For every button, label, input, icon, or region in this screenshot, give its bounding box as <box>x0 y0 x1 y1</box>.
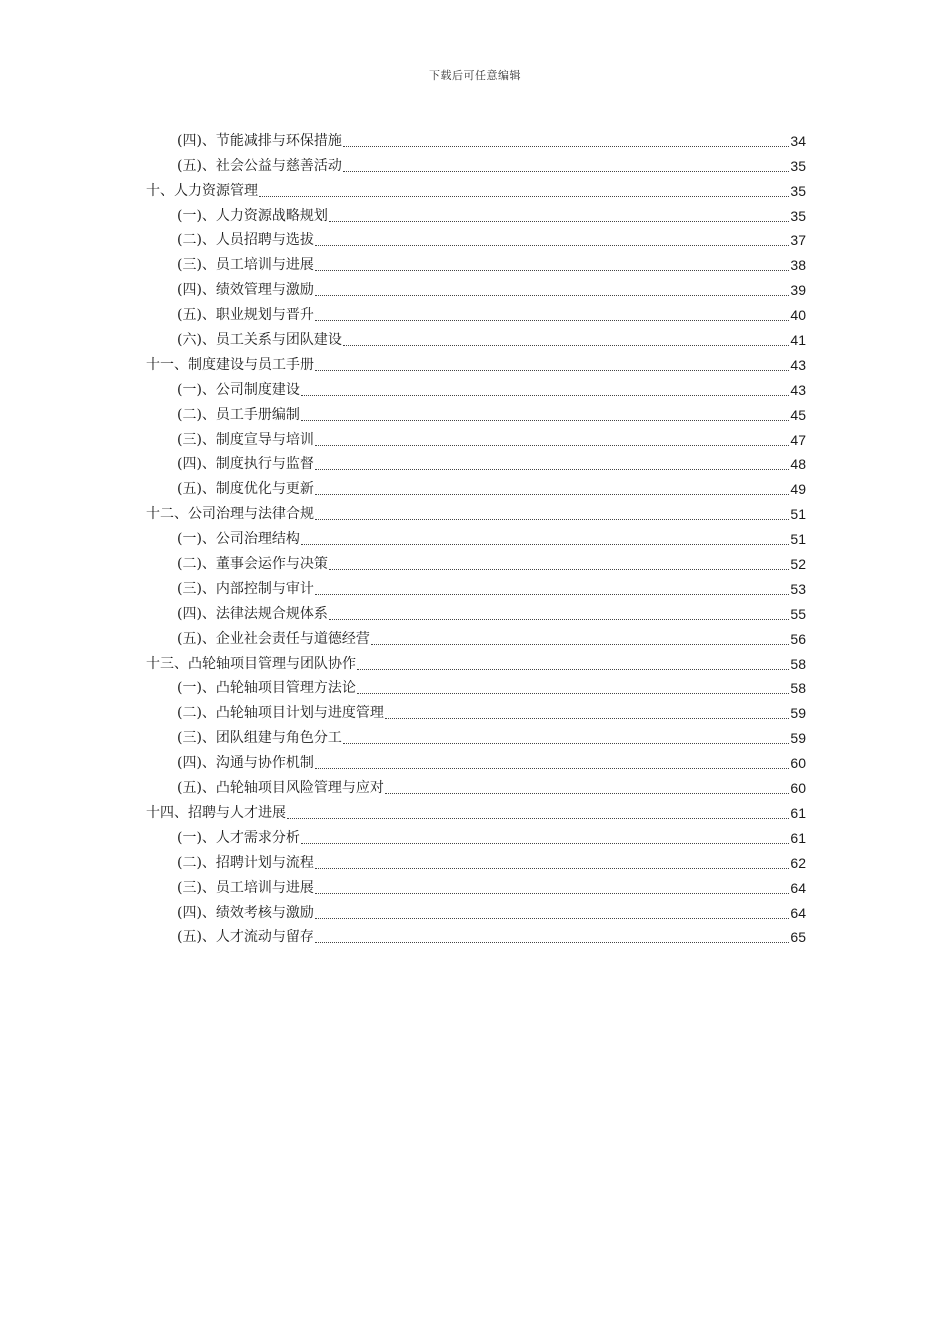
toc-chapter-entry[interactable] <box>146 498 806 523</box>
toc-dot-leader <box>315 469 789 470</box>
toc-entry-page-number: 43 <box>790 356 806 373</box>
toc-entry-title: (二)、董事会运作与决策 <box>177 556 328 573</box>
toc-chapter-entry[interactable] <box>146 349 806 374</box>
toc-dot-leader <box>301 544 789 545</box>
toc-dot-leader <box>385 718 789 719</box>
toc-entry-title: (五)、职业规划与晋升 <box>177 307 314 324</box>
toc-dot-leader <box>329 221 789 222</box>
toc-section-entry[interactable] <box>146 324 806 349</box>
toc-entry-title: (四)、法律法规合规体系 <box>177 605 328 622</box>
toc-entry-page-number: 62 <box>790 854 806 871</box>
toc-entry-page-number: 64 <box>790 904 806 921</box>
toc-entry-page-number: 38 <box>790 257 806 274</box>
toc-section-entry[interactable] <box>146 225 806 250</box>
toc-entry-page-number: 53 <box>790 580 806 597</box>
toc-dot-leader <box>343 171 789 172</box>
toc-entry-title: (二)、招聘计划与流程 <box>177 854 314 871</box>
table-of-contents <box>146 125 806 946</box>
toc-entry-title: (五)、人才流动与留存 <box>177 929 314 946</box>
toc-section-entry[interactable] <box>146 523 806 548</box>
toc-entry-page-number: 65 <box>790 929 806 946</box>
toc-dot-leader <box>315 270 789 271</box>
toc-section-entry[interactable] <box>146 249 806 274</box>
toc-dot-leader <box>315 893 789 894</box>
toc-section-entry[interactable] <box>146 374 806 399</box>
toc-entry-title: (四)、节能减排与环保措施 <box>177 132 342 149</box>
toc-dot-leader <box>315 918 789 919</box>
toc-entry-page-number: 55 <box>790 605 806 622</box>
toc-entry-title: 十一、制度建设与员工手册 <box>146 356 314 373</box>
toc-dot-leader <box>343 743 789 744</box>
toc-entry-page-number: 34 <box>790 132 806 149</box>
toc-entry-page-number: 56 <box>790 630 806 647</box>
toc-section-entry[interactable] <box>146 200 806 225</box>
toc-entry-page-number: 35 <box>790 157 806 174</box>
toc-entry-title: (三)、制度宣导与培训 <box>177 431 314 448</box>
toc-dot-leader <box>315 519 789 520</box>
toc-entry-page-number: 43 <box>790 381 806 398</box>
toc-entry-page-number: 41 <box>790 332 806 349</box>
toc-entry-page-number: 61 <box>790 829 806 846</box>
toc-entry-title: (三)、团队组建与角色分工 <box>177 730 342 747</box>
toc-entry-page-number: 37 <box>790 232 806 249</box>
toc-section-entry[interactable] <box>146 473 806 498</box>
toc-entry-title: (二)、人员招聘与选拔 <box>177 232 314 249</box>
toc-section-entry[interactable] <box>146 449 806 474</box>
toc-section-entry[interactable] <box>146 125 806 150</box>
toc-entry-page-number: 45 <box>790 406 806 423</box>
toc-dot-leader <box>343 345 789 346</box>
toc-dot-leader <box>329 619 789 620</box>
toc-entry-title: (一)、凸轮轴项目管理方法论 <box>177 680 356 697</box>
toc-entry-title: (一)、公司治理结构 <box>177 531 300 548</box>
toc-dot-leader <box>371 644 789 645</box>
toc-dot-leader <box>301 420 789 421</box>
toc-entry-page-number: 47 <box>790 431 806 448</box>
toc-entry-page-number: 49 <box>790 481 806 498</box>
toc-section-entry[interactable] <box>146 897 806 922</box>
toc-entry-title: (一)、人才需求分析 <box>177 829 300 846</box>
toc-entry-title: (四)、绩效考核与激励 <box>177 904 314 921</box>
toc-entry-page-number: 59 <box>790 705 806 722</box>
toc-section-entry[interactable] <box>146 747 806 772</box>
toc-entry-title: (五)、社会公益与慈善活动 <box>177 157 342 174</box>
toc-entry-title: 十四、招聘与人才进展 <box>146 804 286 821</box>
toc-entry-page-number: 61 <box>790 804 806 821</box>
page-header-note: 下载后可任意编辑 <box>429 69 521 82</box>
toc-entry-title: (五)、企业社会责任与道德经营 <box>177 630 370 647</box>
toc-dot-leader <box>315 942 789 943</box>
toc-section-entry[interactable] <box>146 822 806 847</box>
toc-entry-page-number: 52 <box>790 556 806 573</box>
toc-entry-page-number: 35 <box>790 182 806 199</box>
toc-dot-leader <box>315 494 789 495</box>
toc-dot-leader <box>357 693 789 694</box>
toc-dot-leader <box>315 245 789 246</box>
toc-entry-page-number: 35 <box>790 207 806 224</box>
toc-section-entry[interactable] <box>146 722 806 747</box>
toc-entry-page-number: 51 <box>790 531 806 548</box>
toc-entry-title: 十、人力资源管理 <box>146 182 258 199</box>
toc-section-entry[interactable] <box>146 573 806 598</box>
toc-entry-page-number: 60 <box>790 755 806 772</box>
toc-section-entry[interactable] <box>146 673 806 698</box>
toc-dot-leader <box>315 320 789 321</box>
toc-entry-title: (二)、凸轮轴项目计划与进度管理 <box>177 705 384 722</box>
toc-entry-page-number: 60 <box>790 780 806 797</box>
toc-section-entry[interactable] <box>146 872 806 897</box>
toc-dot-leader <box>329 569 789 570</box>
toc-dot-leader <box>385 793 789 794</box>
toc-dot-leader <box>315 594 789 595</box>
toc-section-entry[interactable] <box>146 772 806 797</box>
toc-section-entry[interactable] <box>146 424 806 449</box>
toc-entry-page-number: 48 <box>790 456 806 473</box>
toc-entry-title: (三)、内部控制与审计 <box>177 580 314 597</box>
toc-section-entry[interactable] <box>146 697 806 722</box>
toc-dot-leader <box>315 295 789 296</box>
toc-chapter-entry[interactable] <box>146 797 806 822</box>
toc-section-entry[interactable] <box>146 299 806 324</box>
toc-entry-title: (三)、员工培训与进展 <box>177 257 314 274</box>
toc-dot-leader <box>343 146 789 147</box>
toc-section-entry[interactable] <box>146 623 806 648</box>
toc-section-entry[interactable] <box>146 922 806 947</box>
toc-section-entry[interactable] <box>146 548 806 573</box>
toc-dot-leader <box>315 370 789 371</box>
toc-entry-title: (二)、员工手册编制 <box>177 406 300 423</box>
toc-section-entry[interactable] <box>146 847 806 872</box>
toc-entry-title: (六)、员工关系与团队建设 <box>177 332 342 349</box>
toc-entry-page-number: 40 <box>790 307 806 324</box>
toc-section-entry[interactable] <box>146 399 806 424</box>
toc-dot-leader <box>315 868 789 869</box>
toc-entry-title: (一)、公司制度建设 <box>177 381 300 398</box>
toc-entry-page-number: 58 <box>790 655 806 672</box>
toc-entry-page-number: 64 <box>790 879 806 896</box>
toc-entry-title: (三)、员工培训与进展 <box>177 879 314 896</box>
toc-section-entry[interactable] <box>146 150 806 175</box>
toc-entry-page-number: 59 <box>790 730 806 747</box>
toc-dot-leader <box>357 669 789 670</box>
toc-entry-page-number: 51 <box>790 506 806 523</box>
toc-section-entry[interactable] <box>146 598 806 623</box>
toc-dot-leader <box>259 196 789 197</box>
toc-dot-leader <box>301 843 789 844</box>
toc-chapter-entry[interactable] <box>146 648 806 673</box>
toc-chapter-entry[interactable] <box>146 175 806 200</box>
toc-entry-title: (四)、绩效管理与激励 <box>177 282 314 299</box>
toc-entry-title: (四)、沟通与协作机制 <box>177 755 314 772</box>
toc-entry-title: 十三、凸轮轴项目管理与团队协作 <box>146 655 356 672</box>
toc-entry-title: (五)、凸轮轴项目风险管理与应对 <box>177 780 384 797</box>
toc-entry-title: (四)、制度执行与监督 <box>177 456 314 473</box>
toc-dot-leader <box>287 818 789 819</box>
toc-dot-leader <box>315 768 789 769</box>
toc-entry-title: (五)、制度优化与更新 <box>177 481 314 498</box>
toc-dot-leader <box>301 395 789 396</box>
toc-dot-leader <box>315 445 789 446</box>
toc-entry-page-number: 58 <box>790 680 806 697</box>
toc-section-entry[interactable] <box>146 274 806 299</box>
toc-entry-page-number: 39 <box>790 282 806 299</box>
toc-entry-title: (一)、人力资源战略规划 <box>177 207 328 224</box>
toc-entry-title: 十二、公司治理与法律合规 <box>146 506 314 523</box>
